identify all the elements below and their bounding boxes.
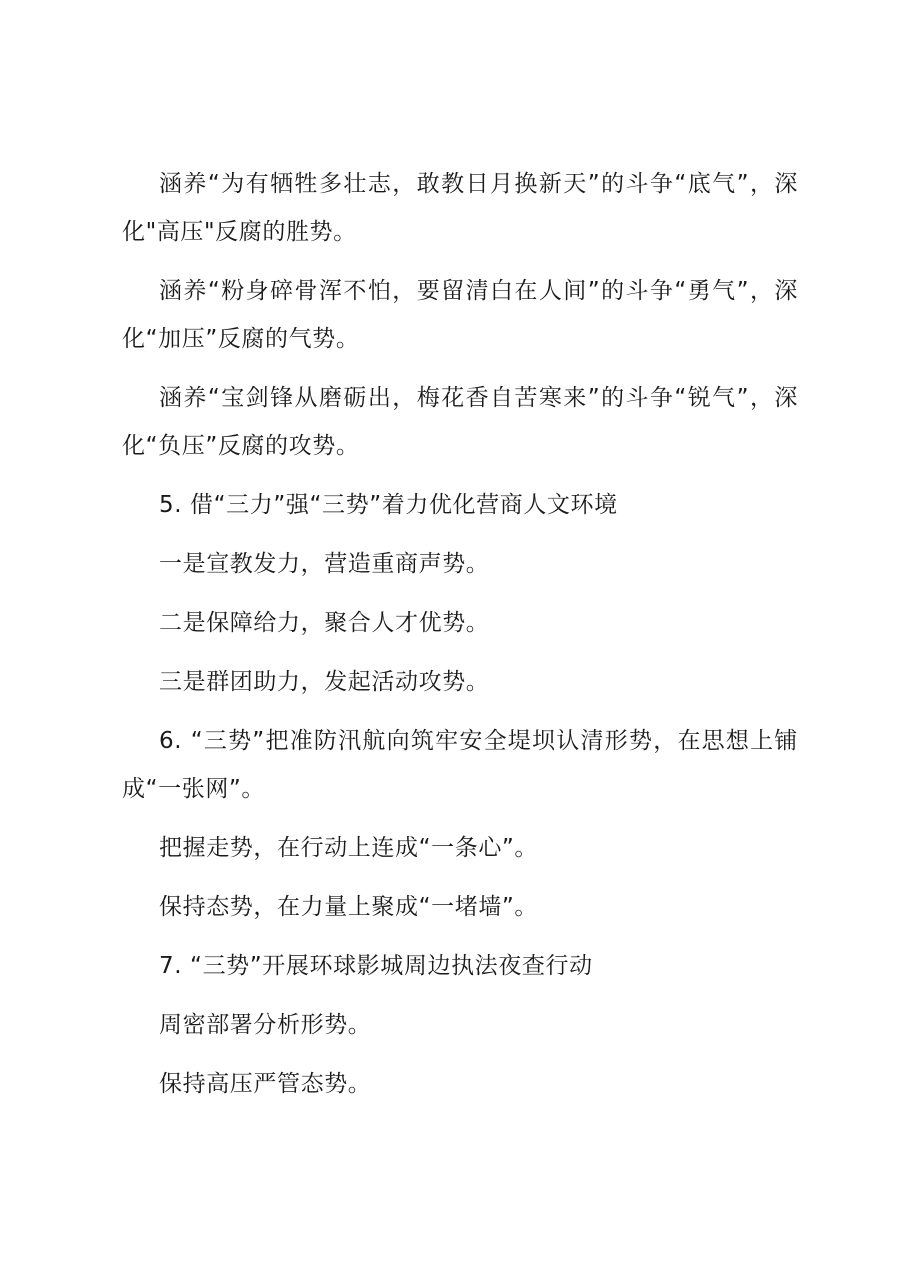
paragraph-5-1: 一是宣教发力，营造重商声势。 (159, 551, 490, 577)
heading-7: 7. “三势”开展环球影城周边执法夜查行动 (159, 953, 593, 979)
heading-5: 5. 借“三力”强“三势”着力优化营商人文环境 (159, 492, 618, 518)
document-body (122, 160, 798, 1119)
paragraph-5-3: 三是群团助力，发起活动攻势。 (159, 669, 490, 695)
paragraph-7-2: 保持高压严管态势。 (159, 1071, 372, 1097)
paragraph-5-2: 二是保障给力，聚合人才优势。 (159, 610, 490, 636)
heading-6: 6. “三势”把准防汛航向筑牢安全堤坝认清形势，在思想上铺成“一张网”。 (122, 728, 798, 802)
paragraph-6-1: 把握走势，在行动上连成“一条心”。 (159, 835, 539, 861)
paragraph-7-1: 周密部署分析形势。 (159, 1012, 372, 1038)
paragraph-2: 涵养“粉身碎骨浑不怕，要留清白在人间”的斗争“勇气”，深化“加压”反腐的气势。 (122, 278, 798, 352)
paragraph-6-2: 保持态势，在力量上聚成“一堵墙”。 (159, 894, 539, 920)
paragraph-1: 涵养“为有牺牲多壮志，敢教日月换新天”的斗争“底气”，深化"高压"反腐的胜势。 (122, 171, 798, 245)
paragraph-3: 涵养“宝剑锋从磨砺出，梅花香自苦寒来”的斗争“锐气”，深化“负压”反腐的攻势。 (122, 385, 798, 459)
